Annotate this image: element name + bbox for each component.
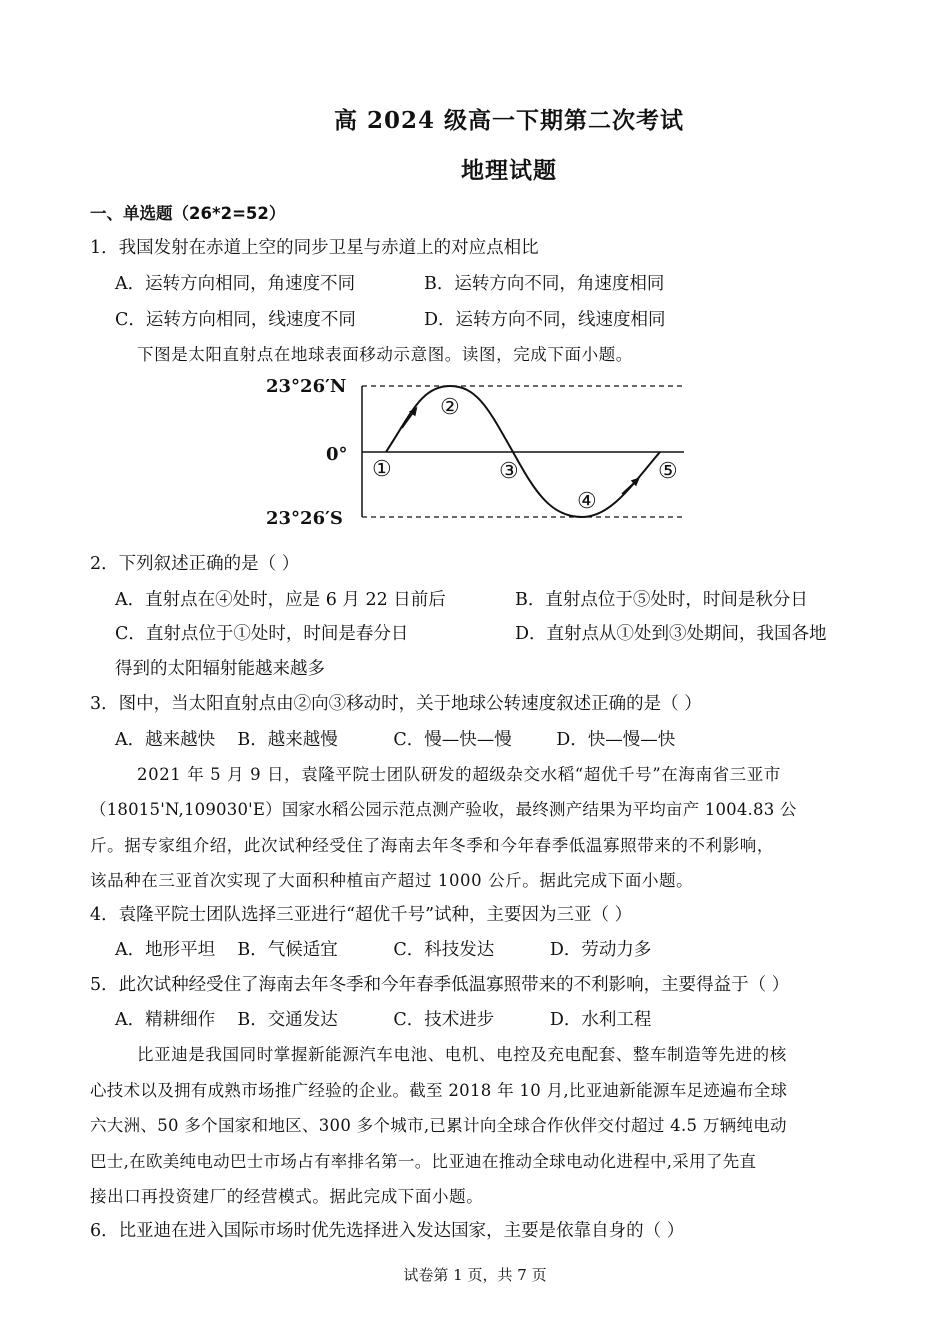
material-3-line-1: 比亚迪是我国同时掌握新能源汽车电池、电机、电控及充电配套、整车制造等先进的核 [137, 1045, 787, 1064]
material-2-line-1: 2021 年 5 月 9 日，袁隆平院士团队研发的超级杂交水稻“超优千号”在海南省三亚市 [137, 765, 781, 784]
question-2-option-c: C．直射点位于①处时，时间是春分日 [115, 624, 409, 644]
question-1-option-b: B．运转方向不同，角速度相同 [424, 274, 665, 294]
arrow-1 [402, 410, 415, 428]
material-3-line-5: 接出口再投资建厂的经营模式。据此完成下面小题。 [90, 1187, 484, 1206]
question-1-option-a: A．运转方向相同，角速度不同 [115, 274, 356, 294]
point-2: ② [440, 395, 460, 420]
question-2-stem: 2．下列叙述正确的是（ ） [90, 554, 300, 574]
question-2-option-d-continued: 得到的太阳辐射能越来越多 [115, 659, 325, 679]
exam-title: 高 2024 级高一下期第二次考试 [333, 107, 685, 134]
material-3-line-2: 心技术以及拥有成熟市场推广经验的企业。截至 2018 年 10 月,比亚迪新能源车足迹遍布全球 [90, 1081, 788, 1100]
material-2-line-2: （18015'N,109030'E）国家水稻公园示范点测产验收，最终测产结果为平均亩产 1004.83 公 [90, 800, 797, 819]
question-4-stem: 4．袁隆平院士团队选择三亚进行“超优千号”试种，主要因为三亚（ ） [90, 905, 633, 925]
question-2-option-a: A．直射点在④处时，应是 6 月 22 日前后 [115, 590, 446, 610]
label-23n: 23°26′N [266, 376, 347, 397]
label-23s: 23°26′S [266, 508, 343, 529]
material-3-line-3: 六大洲、50 多个国家和地区、300 多个城市,已累计向全球合作伙伴交付超过 4.5 万辆纯电动 [90, 1116, 787, 1135]
material-2-line-4: 该品种在三亚首次实现了大面积种植亩产超过 1000 公斤。据此完成下面小题。 [90, 871, 694, 890]
point-1: ① [372, 457, 392, 482]
question-1-option-d: D．运转方向不同，线速度相同 [424, 310, 666, 330]
point-3: ③ [499, 459, 519, 484]
page-footer: 试卷第 1 页，共 7 页 [403, 1266, 547, 1284]
question-1-stem: 1．我国发射在赤道上空的同步卫星与赤道上的对应点相比 [90, 238, 539, 258]
exam-subtitle: 地理试题 [461, 157, 557, 184]
point-5: ⑤ [658, 459, 678, 484]
point-4: ④ [577, 489, 597, 514]
material-2-line-3: 斤。据专家组介绍，此次试种经受住了海南去年冬季和今年春季低温寡照带来的不利影响， [90, 836, 774, 855]
question-3-options: A．越来越快 B．越来越慢 C．慢—快—慢 D．快—慢—快 [115, 730, 676, 750]
section-heading: 一、单选题（26*2=52） [90, 204, 286, 223]
question-2-option-b: B．直射点位于⑤处时，时间是秋分日 [515, 590, 808, 610]
question-5-options: A．精耕细作 B．交通发达 C．技术进步 D．水利工程 [115, 1010, 652, 1030]
question-4-options: A．地形平坦 B．气候适宜 C．科技发达 D．劳动力多 [115, 940, 652, 960]
arrow-2 [622, 480, 637, 494]
question-1-option-c: C．运转方向相同，线速度不同 [115, 310, 356, 330]
question-6-stem: 6．比亚迪在进入国际市场时优先选择进入发达国家，主要是依靠自身的（ ） [90, 1221, 685, 1241]
question-3-stem: 3．图中，当太阳直射点由②向③移动时，关于地球公转速度叙述正确的是（ ） [90, 694, 702, 714]
material-1: 下图是太阳直射点在地球表面移动示意图。读图，完成下面小题。 [137, 345, 633, 364]
question-5-stem: 5．此次试种经受住了海南去年冬季和今年春季低温寡照带来的不利影响，主要得益于（ ） [90, 975, 790, 995]
question-2-option-d: D．直射点从①处到③处期间，我国各地 [515, 624, 827, 644]
sun-direct-point-diagram [262, 372, 702, 532]
label-equator: 0° [326, 444, 348, 465]
material-3-line-4: 巴士,在欧美纯电动巴士市场占有率排名第一。比亚迪在推动全球电动化进程中,采用了先直 [90, 1152, 757, 1171]
